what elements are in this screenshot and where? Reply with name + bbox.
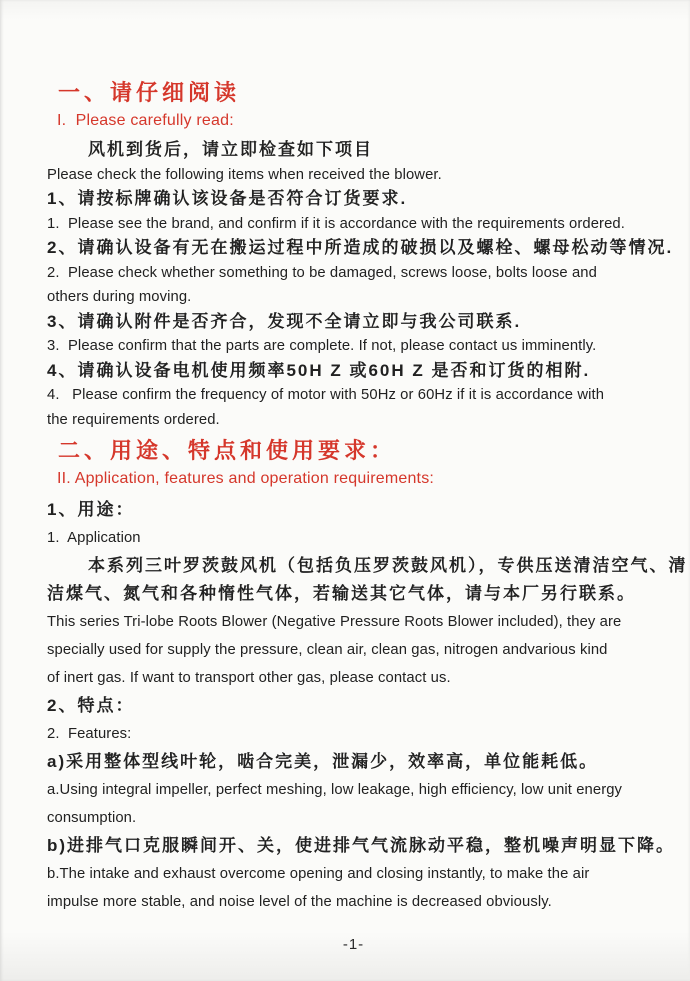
section-application-features <box>47 436 688 916</box>
text-line-cn: 1、请按标牌确认该设备是否符合订货要求. <box>47 189 408 208</box>
text-line-en: specially used for supply the pressure, clean air, clean gas, nitrogen andvarious kind <box>47 642 608 658</box>
section-please-read <box>47 78 674 432</box>
text-line-en: 1. Please see the brand, and confirm if it is accordance with the requirements ordered. <box>47 215 625 232</box>
text-line-cn: 3、请确认附件是否齐合，发现不全请立即与我公司联系. <box>47 311 522 331</box>
text-line-en: This series Tri-lobe Roots Blower (Negative Pressure Roots Blower included), they are <box>47 614 622 630</box>
text-line-en: consumption. <box>47 810 137 826</box>
text-line-en: 3. Please confirm that the parts are complete. If not, please contact us imminently. <box>47 338 597 354</box>
text-line-cn: 洁煤气、氮气和各种惰性气体，若输送其它气体，请与本厂另行联系。 <box>47 584 636 603</box>
text-line-cn: 1、用途： <box>47 500 135 519</box>
text-line-en: b.The intake and exhaust overcome opening and closing instantly, to make the air <box>47 866 590 882</box>
text-line-cn: 2、特点： <box>47 696 135 715</box>
text-line-cn: 本系列三叶罗茨鼓风机（包括负压罗茨鼓风机），专供压送清洁空气、清 <box>88 556 688 575</box>
section-2-heading-en: II. Application, features and operation requirements: <box>57 470 435 487</box>
section-2-body <box>47 496 688 916</box>
section-2-heading-cn: 二、用途、特点和使用要求： <box>58 438 397 463</box>
text-line-cn: 4、请确认设备电机使用频率50H Z 或60H Z 是否和订货的相附. <box>47 360 591 380</box>
text-line-en: Please check the following items when received the blower. <box>47 166 442 183</box>
text-line-en: 1. Application <box>47 530 141 546</box>
text-line-en: a.Using integral impeller, perfect meshing, low leakage, high efficiency, low unit energy <box>47 782 623 798</box>
text-line-en: others during moving. <box>47 289 192 305</box>
text-line-en: impulse more stable, and noise level of the machine is decreased obviously. <box>47 894 552 910</box>
section-1-heading-cn: 一、请仔细阅读 <box>58 80 241 105</box>
text-line-cn: b)进排气口克服瞬间开、关，使进排气气流脉动平稳，整机噪声明显下降。 <box>47 836 676 855</box>
page-number: -1- <box>342 936 365 953</box>
text-line-en: 2. Features: <box>47 726 132 742</box>
text-line-en: the requirements ordered. <box>47 411 220 428</box>
text-line-en: 2. Please check whether something to be damaged, screws loose, bolts loose and <box>47 264 597 281</box>
text-line-cn: a)采用整体型线叶轮，啮合完美，泄漏少，效率高，单位能耗低。 <box>47 752 599 771</box>
section-1-body <box>47 138 674 432</box>
text-line-cn: 2、请确认设备有无在搬运过程中所造成的破损以及螺栓、螺母松动等情况. <box>47 238 674 257</box>
text-line-cn: 风机到货后，请立即检查如下项目 <box>88 140 373 159</box>
section-1-heading-en: I. Please carefully read: <box>57 112 234 129</box>
text-line-en: of inert gas. If want to transport other gas, please contact us. <box>47 670 451 686</box>
text-line-en: 4. Please confirm the frequency of motor with 50Hz or 60Hz if it is accordance with <box>47 387 605 403</box>
